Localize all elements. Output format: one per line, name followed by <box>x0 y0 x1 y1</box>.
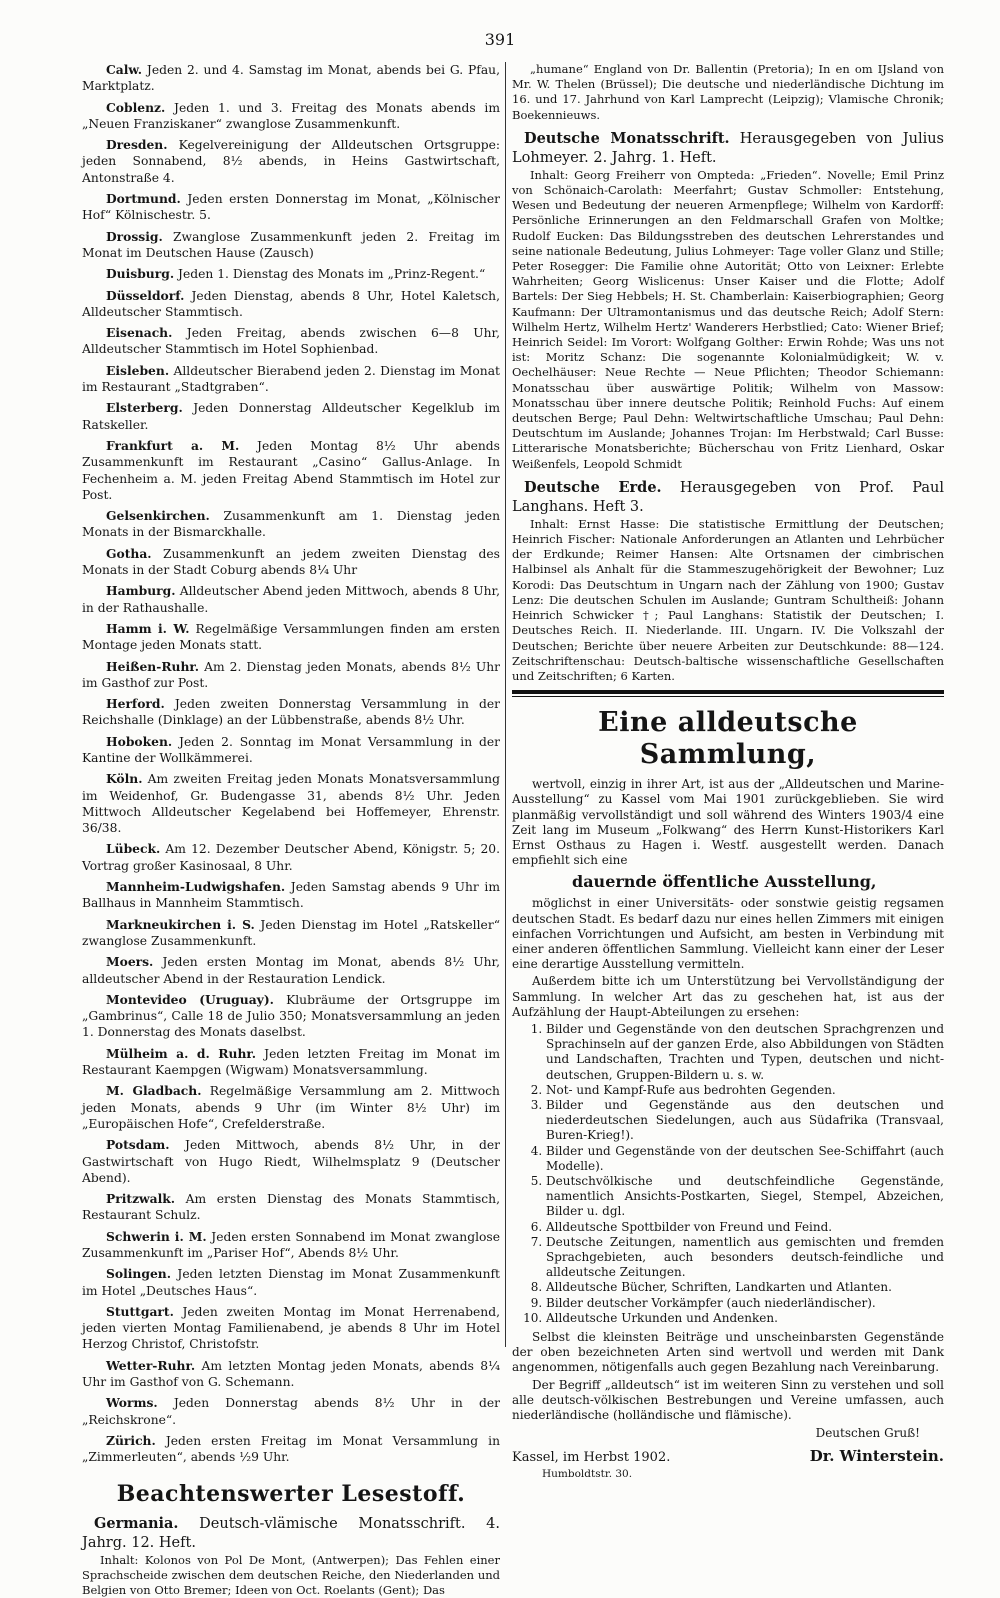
deutsche-erde-contents: Inhalt: Ernst Hasse: Die statistische Ermittlung der Deutschen; Heinrich Fischer: Nationale Anforderungen an Atlanten und Lehrbücher der Erdkunde; Reimer Hansen: Alte Ortsnamen der cimbrischen Halbinsel als Anhalt für die Stammeszugehörigkeit der Bewohner; Luz Korodi: Das Deutschtum in Ungarn nach der Zählung von 1900; Gustav Lenz: Die deutschen Schulen im Auslande; Guntram Schultheiß: Johann Heinrich Schwicker †; Paul Langhans: Statistik der Deutschen; I. Deutsches Reich. II. Niederlande. III. Ungarn. IV. Die Volkszahl der Deutschen; Berichte über neuere Arbeiten zur Deutschkunde: 88—124. Zeitschriftenschau: Deutsch-baltische wissenschaftliche Gesellschaften und Zeitschriften; 6 Karten. <box>512 516 944 683</box>
collection-category-item: 8. Alldeutsche Bücher, Schriften, Landkarten und Atlanten. <box>546 1280 944 1295</box>
meeting-entry <box>82 100 500 133</box>
deutsche-erde-title: Deutsche Erde. <box>524 478 662 496</box>
meeting-entry <box>82 1358 500 1391</box>
meeting-city: Stuttgart. <box>106 1303 174 1319</box>
meeting-entry <box>82 992 500 1041</box>
collection-category-item: 5. Deutschvölkische und deutschfeindliche Gegenstände, namentlich Ansichts-Postkarten, Siegel, Stempel, Abzeichen, Bilder u. dgl. <box>546 1174 944 1220</box>
meeting-city: Coblenz. <box>106 99 166 115</box>
meeting-details: Jeden ersten Donnerstag im Monat, „Kölnischer Hof“ Kölnischestr. 5. <box>82 192 500 223</box>
meeting-entry <box>82 1137 500 1186</box>
meeting-city: Pritzwalk. <box>106 1191 176 1207</box>
meeting-city: Eisleben. <box>106 362 170 378</box>
meeting-details: Jeden Donnerstag Alldeutscher Kegelklub im Ratskeller. <box>82 401 500 432</box>
meeting-entry <box>82 734 500 767</box>
meeting-entry <box>82 363 500 396</box>
meeting-entry <box>82 1433 500 1466</box>
meeting-entry <box>82 954 500 987</box>
signature-row <box>512 1448 944 1466</box>
germania-contents-continued: „humane“ England von Dr. Ballentin (Pretoria); In en om IJsland von Mr. W. Thelen (Brüssel); Die deutsche und niederländische Dichtung im 16. und 17. Jahrhund von Karl Lamprecht (Leipzig); Vlamische Chronik; Boekennieuws. <box>512 62 944 122</box>
meeting-city: Mannheim-Ludwigshafen. <box>106 879 286 895</box>
place-date: Kassel, im Herbst 1902. <box>512 1449 671 1465</box>
meeting-details: Jeden Donnerstag abends 8½ Uhr in der „Reichskrone“. <box>82 1396 500 1427</box>
meeting-details: Alldeutscher Abend jeden Mittwoch, abends 8 Uhr, in der Rathaushalle. <box>82 584 500 615</box>
collection-category-item: 2. Not- und Kampf-Rufe aus bedrohten Gegenden. <box>546 1083 944 1098</box>
address: Humboldtstr. 30. <box>542 1467 633 1480</box>
reading-section-heading: Beachtenswerter Lesestoff. <box>116 1480 466 1507</box>
meeting-details: Alldeutscher Bierabend jeden 2. Dienstag im Monat im Restaurant „Stadtgraben“. <box>82 363 500 395</box>
meeting-details: Jeden ersten Sonnabend im Monat zwanglose Zusammenkunft im „Pariser Hof“, Abends 8½ Uhr. <box>82 1229 500 1260</box>
meeting-details: Zwanglose Zusammenkunft jeden 2. Freitag im Monat im Deutschen Hause (Zausch) <box>82 229 500 260</box>
collection-category-item: 1. Bilder und Gegenstände von den deutschen Sprachgrenzen und Sprachinseln auf der ganzen Erde, also Abbildungen von Städten und Landschaften, Trachten und Typen, deutschen und nicht-deutschen, Gruppen-Bildern u. s. w. <box>546 1022 944 1083</box>
meeting-details: Zusammenkunft an jedem zweiten Dienstag des Monats in der Stadt Coburg abends 8¼ Uhr <box>82 546 500 578</box>
meeting-city: Potsdam. <box>106 1137 170 1153</box>
meeting-entry <box>82 696 500 729</box>
column-divider <box>505 62 506 1347</box>
collection-paragraph-5: Der Begriff „alldeutsch“ ist im weiteren Sinn zu verstehen und soll alle deutsch-völkischen Bestrebungen und Vereine umfassen, auch niederländische (holländische und flämische). <box>512 1377 944 1423</box>
germania-title-line <box>82 1514 500 1553</box>
meeting-city: Dresden. <box>106 137 168 153</box>
meeting-entry <box>82 1083 500 1132</box>
meeting-entry <box>82 771 500 836</box>
meeting-details: Jeden 2. Sonntag im Monat Versammlung in der Kantine der Wollkämmerei. <box>82 734 500 765</box>
meeting-details: Jeden 2. und 4. Samstag im Monat, abends bei G. Pfau, Marktplatz. <box>82 63 500 94</box>
meeting-entry <box>82 1304 500 1353</box>
meeting-details: Jeden zweiten Montag im Monat Herrenabend, jeden vierten Montag Familienabend, je abends 8 Uhr im Hotel Herzog Christof, Christofstr. <box>82 1304 500 1352</box>
meeting-details: Jeden zweiten Donnerstag Versammlung in der Reichshalle (Dinklage) an der Lübbenstraße, abends 8½ Uhr. <box>82 697 500 728</box>
meeting-details: Jeden ersten Montag im Monat, abends 8½ Uhr, alldeutscher Abend in der Restauration Lendick. <box>82 955 500 986</box>
meeting-details: Regelmäßige Versammlung am 2. Mittwoch jeden Monats, abends 9 Uhr (im Winter 8½ Uhr) im „Europäischen Hofe“, Crefelderstraße. <box>82 1084 500 1131</box>
collection-paragraph-2: möglichst in einer Universitäts- oder sonstwie geistig regsamen deutschen Stadt. Es bedarf dazu nur eines hellen Zimmers mit einigen einfachen Vorrichtungen und Aufsicht, am besten in Verbindung mit einer anderen öffentlichen Sammlung. Vielleicht kann einer der Leser eine derartige Ausstellung vermitteln. <box>512 896 944 972</box>
meeting-details: Jeden 1. Dienstag des Monats im „Prinz-Regent.“ <box>178 267 486 282</box>
meeting-details: Jeden Mittwoch, abends 8½ Uhr, in der Gastwirtschaft von Hugo Riedt, Wilhelmsplatz 9 (Deutscher Abend). <box>82 1138 500 1185</box>
meeting-details: Am zweiten Freitag jeden Monats Monatsversammlung im Weidenhof, Gr. Budengasse 31, abends 8½ Uhr. Jeden Mittwoch Alldeutscher Kegelabend bei Hoffemeyer, Ehrenstr. 36/38. <box>82 772 500 836</box>
meeting-city: Düsseldorf. <box>106 287 185 303</box>
meeting-city: Zürich. <box>106 1432 156 1448</box>
meeting-entry <box>82 1395 500 1428</box>
meeting-city: Frankfurt a. M. <box>106 437 240 453</box>
meeting-details: Regelmäßige Versammlungen finden am ersten Montage jeden Monats statt. <box>82 621 500 653</box>
collection-paragraph-3: Außerdem bitte ich um Unterstützung bei Vervollständigung der Sammlung. In welcher Art das zu geschehen hat, ist aus der Aufzählung der Haupt-Abteilungen zu ersehen: <box>512 974 944 1019</box>
meeting-entry <box>82 191 500 224</box>
meeting-entry <box>82 583 500 616</box>
page-number: 391 <box>484 30 516 49</box>
meeting-city: Moers. <box>106 954 154 970</box>
meeting-city: Solingen. <box>106 1266 172 1282</box>
meeting-details: Jeden Montag 8½ Uhr abends Zusammenkunft im Restaurant „Casino“ Gallus-Anlage. In Fechenheim a. M. jeden Freitag Abend Stammtisch im Hotel zur Post. <box>82 438 500 502</box>
deutsche-monatsschrift-title-line <box>512 129 944 168</box>
germania-contents: Inhalt: Kolonos von Pol De Mont, (Antwerpen); Das Fehlen einer Sprachscheide zwischen dem deutschen Reiche, den Niederlanden und Belgien von Otto Bremer; Ideen von Oct. Roelants (Gent); Das <box>82 1552 500 1597</box>
exhibition-heading: dauernde öffentliche Ausstellung, <box>572 872 877 892</box>
meeting-details: Jeden Freitag, abends zwischen 6—8 Uhr, Alldeutscher Stammtisch im Hotel Sophienbad. <box>82 326 500 357</box>
meeting-city: Herford. <box>106 696 165 712</box>
meeting-details: Am letzten Montag jeden Monats, abends 8¼ Uhr im Gasthof von G. Schemann. <box>82 1358 500 1390</box>
signature: Dr. Winterstein. <box>809 1446 944 1465</box>
meeting-details: Jeden 1. und 3. Freitag des Monats abends im „Neuen Franziskaner“ zwanglose Zusammenkunft. <box>82 100 500 131</box>
meeting-city: Markneukirchen i. S. <box>106 916 255 932</box>
collection-heading: Eine alldeutsche Sammlung, <box>598 707 858 771</box>
meeting-entry <box>82 438 500 503</box>
meeting-entry <box>82 917 500 950</box>
meeting-city: Dortmund. <box>106 191 181 207</box>
right-column <box>512 62 945 1480</box>
meeting-entry <box>82 1191 500 1224</box>
deutsche-erde-title-line <box>512 478 944 517</box>
collection-category-item: 4. Bilder und Gegenstände von der deutschen See-Schiffahrt (auch Modelle). <box>546 1144 944 1174</box>
meeting-city: Worms. <box>106 1395 158 1411</box>
meeting-entry <box>82 659 500 692</box>
meeting-city: M. Gladbach. <box>106 1083 202 1099</box>
meeting-details: Am ersten Dienstag des Monats Stammtisch, Restaurant Schulz. <box>82 1192 500 1223</box>
meeting-city: Gelsenkirchen. <box>106 508 210 524</box>
meeting-city: Montevideo (Uruguay). <box>106 991 274 1007</box>
left-column <box>82 62 500 1597</box>
collection-category-item: 6. Alldeutsche Spottbilder von Freund und Feind. <box>546 1220 944 1235</box>
meeting-city: Lübeck. <box>106 841 161 857</box>
meeting-city: Elsterberg. <box>106 400 183 416</box>
meeting-city: Hamm i. W. <box>106 620 190 636</box>
collection-paragraph-4: Selbst die kleinsten Beiträge und unscheinbarsten Gegenstände der oben bezeichneten Arten sind wertvoll und werden mit Dank angenommen, nötigenfalls auch gegen Bezahlung nach Vereinbarung. <box>512 1330 944 1375</box>
meeting-entry <box>82 546 500 579</box>
deutsche-erde-subtitle: Herausgegeben von Prof. Paul Langhans. Heft 3. <box>512 479 945 515</box>
meeting-entry <box>82 266 500 282</box>
meeting-city: Wetter-Ruhr. <box>106 1357 196 1373</box>
germania-title: Germania. <box>94 1514 179 1532</box>
meetings-list <box>82 62 500 1466</box>
meeting-entry <box>82 62 500 95</box>
meeting-details: Am 12. Dezember Deutscher Abend, Königstr. 5; 20. Vortrag großer Kasinosaal, 8 Uhr. <box>82 842 500 873</box>
meeting-city: Mülheim a. d. Ruhr. <box>106 1045 257 1061</box>
meeting-details: Am 2. Dienstag jeden Monats, abends 8½ Uhr im Gasthof zur Post. <box>82 659 500 690</box>
meeting-entry <box>82 137 500 186</box>
meeting-entry <box>82 508 500 541</box>
collection-category-item: 9. Bilder deutscher Vorkämpfer (auch niederländischer). <box>546 1296 944 1311</box>
meeting-details: Jeden letzten Freitag im Monat im Restaurant Kaempgen (Wigwam) Monatsversammlung. <box>82 1046 500 1078</box>
meeting-entry <box>82 841 500 874</box>
meeting-details: Zusammenkunft am 1. Dienstag jeden Monats in der Bismarckhalle. <box>82 509 500 540</box>
collection-category-item: 7. Deutsche Zeitungen, namentlich aus gemischten und fremden Sprachgebieten, auch besonders deutsch-feindliche und alldeutsche Zeitungen. <box>546 1235 944 1281</box>
collection-categories-list <box>512 1022 944 1326</box>
section-rule-thin <box>512 696 944 697</box>
meeting-city: Heißen-Ruhr. <box>106 658 200 674</box>
meeting-city: Calw. <box>106 62 143 77</box>
meeting-city: Hamburg. <box>106 583 176 599</box>
meeting-entry <box>82 400 500 433</box>
meeting-city: Eisenach. <box>106 325 173 341</box>
meeting-entry <box>82 229 500 262</box>
meeting-details: Jeden Samstag abends 9 Uhr im Ballhaus in Mannheim Stammtisch. <box>82 880 500 911</box>
deutsche-monatsschrift-title: Deutsche Monatsschrift. <box>524 129 730 147</box>
meeting-entry <box>82 1266 500 1299</box>
meeting-details: Jeden Dienstag, abends 8 Uhr, Hotel Kaletsch, Alldeutscher Stammtisch. <box>82 288 500 319</box>
germania-subtitle: Deutsch-vlämische Monatsschrift. 4. Jahrg. 12. Heft. <box>82 1515 500 1551</box>
meeting-city: Schwerin i. M. <box>106 1228 207 1244</box>
meeting-details: Jeden letzten Dienstag im Monat Zusammenkunft im Hotel „Deutsches Haus“. <box>82 1267 500 1298</box>
meeting-details: Klubräume der Ortsgruppe im „Gambrinus“, Calle 18 de Julio 350; Monatsversammlung an jeden 1. Donnerstag des Monats daselbst. <box>82 992 500 1040</box>
greeting: Deutschen Gruß! <box>815 1426 920 1441</box>
section-rule-thick <box>512 690 944 694</box>
meeting-city: Drossig. <box>106 228 163 244</box>
meeting-entry <box>82 1046 500 1079</box>
meeting-entry <box>82 621 500 654</box>
meeting-entry <box>82 879 500 912</box>
meeting-entry <box>82 288 500 321</box>
meeting-entry <box>82 1229 500 1262</box>
collection-category-item: 3. Bilder und Gegenstände aus den deutschen und niederdeutschen Siedelungen, auch aus Südafrika (Transvaal, Buren-Krieg!). <box>546 1098 944 1144</box>
meeting-city: Köln. <box>106 771 143 787</box>
meeting-details: Kegelvereinigung der Alldeutschen Ortsgruppe: jeden Sonnabend, 8½ abends, in Heins Gastwirtschaft, Antonstraße 4. <box>82 138 500 185</box>
collection-intro: wertvoll, einzig in ihrer Art, ist aus der „Alldeutschen und Marine-Ausstellung“ zu Kassel vom Mai 1901 zurückgeblieben. Sie wird planmäßig vervollständigt und soll während des Winters 1903/4 eine Zeit lang im Museum „Folkwang“ des Herrn Kunst-Historikers Karl Ernst Osthaus zu Hagen i. Westf. ausgestellt werden. Danach empfiehlt sich eine <box>512 777 944 868</box>
meeting-city: Duisburg. <box>106 266 175 282</box>
meeting-city: Hoboken. <box>106 733 173 749</box>
deutsche-monatsschrift-contents: Inhalt: Georg Freiherr von Ompteda: „Frieden“. Novelle; Emil Prinz von Schönaich-Carolath: Meerfahrt; Gustav Schmoller: Entstehung, Wesen und Bedeutung der neueren Armenpflege; Wilhelm von Kardorff: Persönliche Erinnerungen an den Feldmarschall Grafen von Moltke; Rudolf Eucken: Das Bildungsstreben des deutschen Lehrerstandes und seine nationale Bedeutung, Julius Lohmeyer: Tage voller Glanz und Stille; Peter Rosegger: Die Familie ohne Autorität; Otto von Leixner: Erlebte Wahrheiten; Georg Wislicenus: Unser Kaiser und die Flotte; Adolf Bartels: Der Sieg Hebbels; H. St. Chamberlain: Kaiserbiographien; Georg Kaufmann: Der Ultramontanismus und das deutsche Reich; Adolf Stern: Wilhelm Hertz, Wilhelm Hertz' Wanderers Herbstlied; Cato: Wiener Brief; Heinrich Seidel: Im Vorort: Wolfgang Golther: Erwin Rohde; Was uns not ist: Moritz Schanz: Die sogenannte Kolonialmüdigkeit; W. v. Oechelhäuser: Neue Rechte — Neue Pflichten; Theodor Schiemann: Monatsschau über auswärtige Politik; Wilhelm von Massow: Monatsschau über innere deutsche Politik; Reinhold Fuchs: Auf einem deutschen Berge; Paul Dehn: Weltwirtschaftliche Umschau; Paul Dehn: Deutschtum im Auslande; Johannes Trojan: Im Herbstwald; Carl Busse: Litterarische Monatsberichte; Bücherschau von Fritz Lienhard, Oskar Weißenfels, Leopold Schmidt <box>512 167 944 471</box>
meeting-entry <box>82 325 500 358</box>
meeting-details: Jeden Dienstag im Hotel „Ratskeller“ zwanglose Zusammenkunft. <box>82 917 500 948</box>
meeting-city: Gotha. <box>106 545 152 561</box>
deutsche-monatsschrift-subtitle: Herausgegeben von Julius Lohmeyer. 2. Jahrg. 1. Heft. <box>512 130 944 166</box>
collection-category-item: 10. Alldeutsche Urkunden und Andenken. <box>546 1311 944 1326</box>
meeting-details: Jeden ersten Freitag im Monat Versammlung in „Zimmerleuten“, abends ½9 Uhr. <box>82 1433 500 1465</box>
